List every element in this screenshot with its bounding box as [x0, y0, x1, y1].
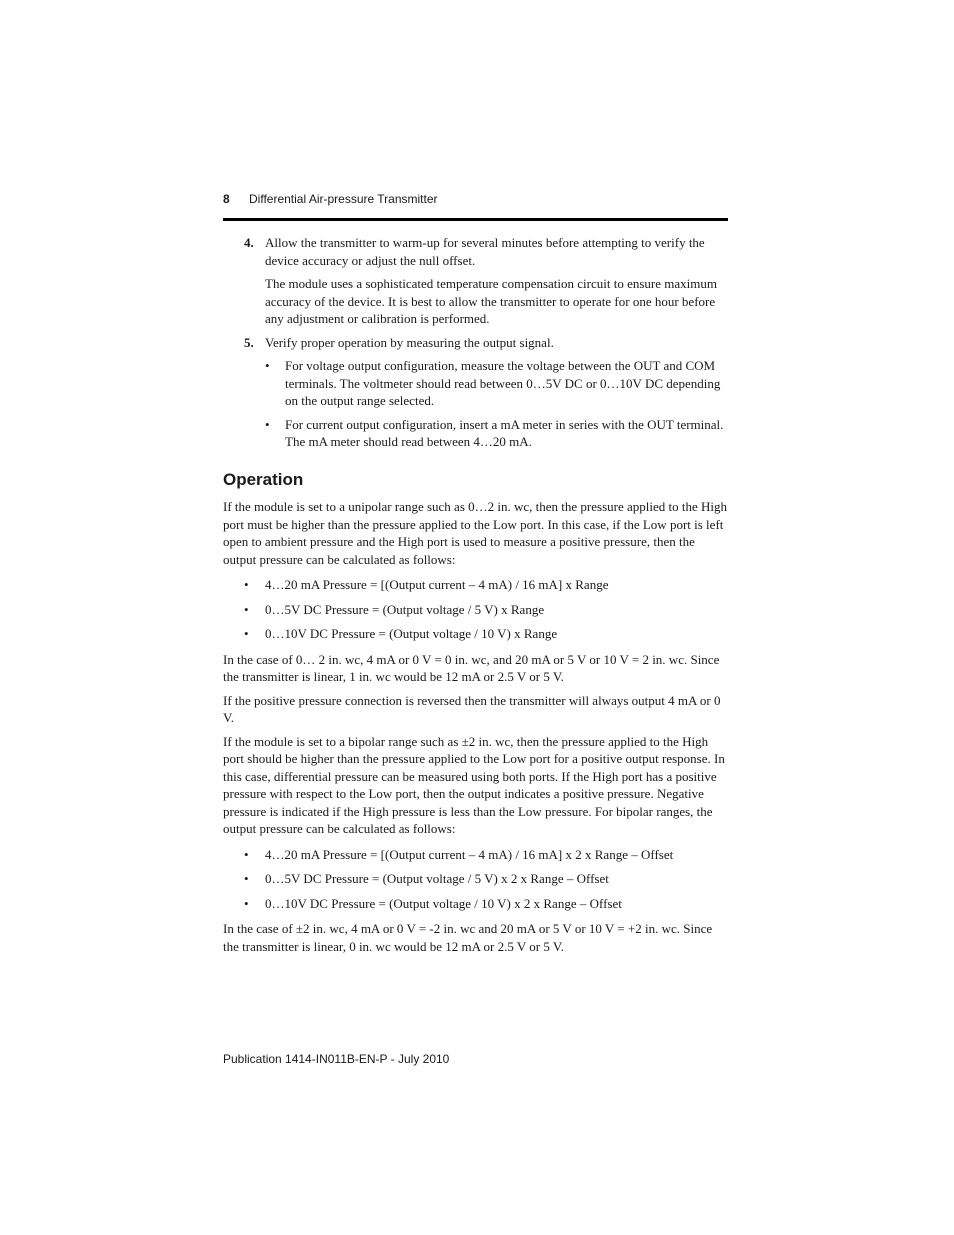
- list-item: • 0…10V DC Pressure = (Output voltage / 10 V) x 2 x Range – Offset: [223, 895, 728, 913]
- page-number: 8: [223, 192, 230, 206]
- bullet-list: [223, 576, 728, 643]
- page-content: [223, 234, 728, 961]
- paragraph: In the case of ±2 in. wc, 4 mA or 0 V = -2 in. wc and 20 mA or 5 V or 10 V = +2 in. wc. Since the transmitter is linear, 0 in. wc would be 12 mA or 2.5 V or 5 V.: [223, 921, 713, 954]
- step-4: [223, 234, 728, 328]
- step-paragraph: Allow the transmitter to warm-up for several minutes before attempting to verify the device accuracy or adjust the null offset.: [265, 235, 705, 268]
- step-5: [223, 334, 728, 451]
- list-item: • For current output configuration, insert a mA meter in series with the OUT terminal. The mA meter should read between 4…20 mA.: [265, 416, 728, 451]
- step-number: 5.: [244, 334, 254, 350]
- list-item: • 4…20 mA Pressure = [(Output current – 4 mA) / 16 mA] x Range: [223, 576, 728, 594]
- list-item: • 0…5V DC Pressure = (Output voltage / 5 V) x Range: [223, 601, 728, 619]
- step-paragraph: Verify proper operation by measuring the output signal.: [265, 334, 554, 350]
- list-item: • For voltage output configuration, measure the voltage between the OUT and COM terminals. The voltmeter should read between 0…5V DC or 0…10V DC depending on the output range selected.: [265, 357, 728, 410]
- paragraph: If the positive pressure connection is reversed then the transmitter will always output 4 mA or 0 V.: [223, 692, 721, 725]
- paragraph: In the case of 0… 2 in. wc, 4 mA or 0 V = 0 in. wc, and 20 mA or 5 V or 10 V = 2 in. wc. Since the transmitter is linear, 1 in. wc would be 12 mA or 2.5 V or 5 V.: [223, 651, 720, 684]
- page-header: [223, 192, 728, 221]
- list-item: • 4…20 mA Pressure = [(Output current – 4 mA) / 16 mA] x 2 x Range – Offset: [223, 846, 728, 864]
- paragraph: If the module is set to a bipolar range such as ±2 in. wc, then the pressure applied to the High port should be higher than the pressure applied to the Low port for a positive output response. In this case, differential pressure can be measured using both ports. If the High port has a positive pressure with respect to the Low port, then the output indicates a positive pressure. Negative pressure is indicated if the High pressure is less than the Low pressure. For bipolar ranges, the output pressure can be calculated as follows:: [223, 733, 725, 836]
- step-bullet-list: [265, 357, 728, 451]
- list-item: • 0…5V DC Pressure = (Output voltage / 5 V) x 2 x Range – Offset: [223, 870, 728, 888]
- paragraph: If the module is set to a unipolar range such as 0…2 in. wc, then the pressure applied to the High port must be higher than the pressure applied to the Low port. In this case, if the Low port is left open to ambient pressure and the High port is used to measure a positive pressure, then the output pressure can be calculated as follows:: [223, 499, 727, 567]
- step-number: 4.: [244, 235, 254, 250]
- list-item: • 0…10V DC Pressure = (Output voltage / 10 V) x Range: [223, 625, 728, 643]
- section-heading: Operation: [223, 469, 304, 489]
- page-footer: Publication 1414-IN011B-EN-P - July 2010: [223, 1052, 450, 1066]
- bullet-list: [223, 846, 728, 913]
- step-paragraph: The module uses a sophisticated temperature compensation circuit to ensure maximum accuracy of the device. It is best to allow the transmitter to operate for one hour before any adjustment or calibration is performed.: [265, 276, 717, 326]
- running-title: Differential Air-pressure Transmitter: [249, 192, 438, 206]
